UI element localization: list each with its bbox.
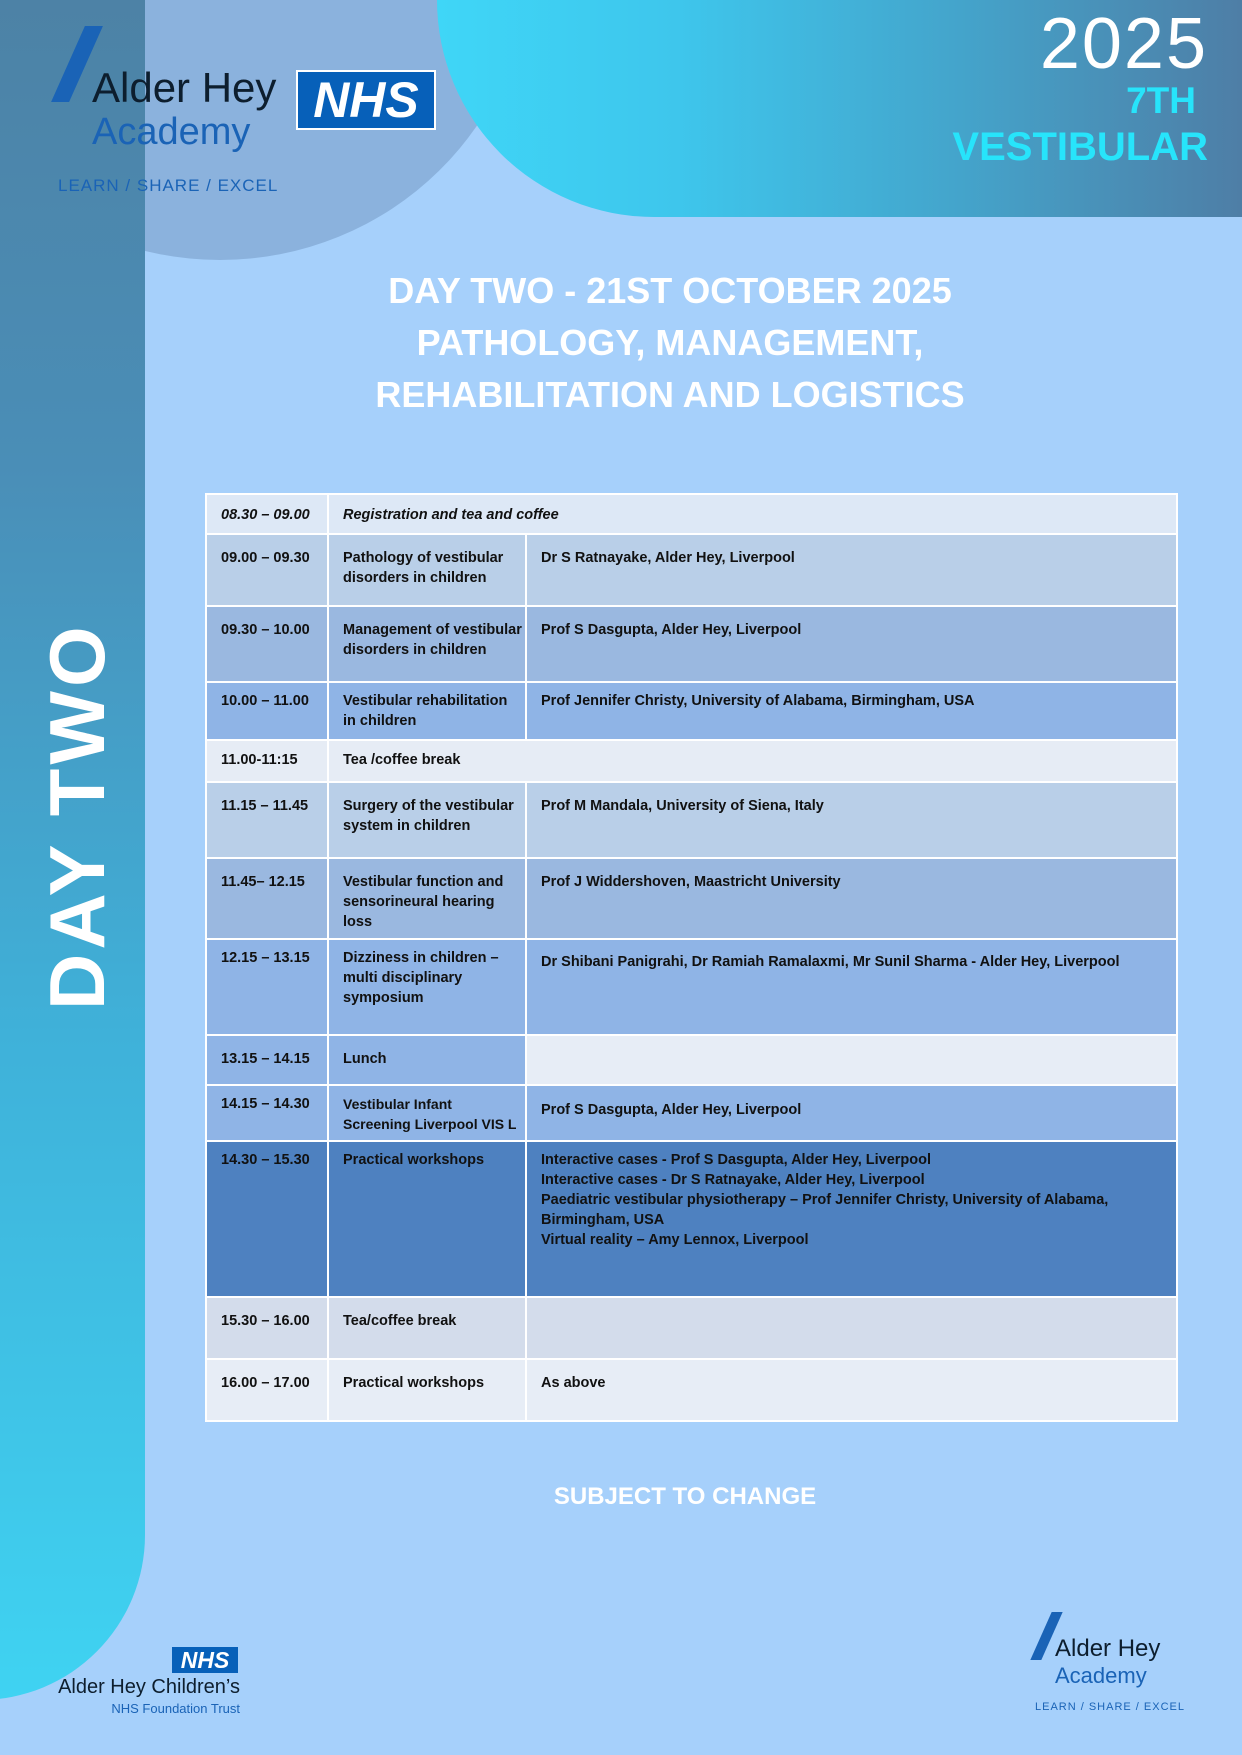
workshop-line: Interactive cases - Prof S Dasgupta, Alder Hey, Liverpool <box>541 1152 932 1168</box>
table-row <box>206 858 1177 939</box>
footer-trust-sub: NHS Foundation Trust <box>111 1701 240 1716</box>
table-row <box>206 1035 1177 1085</box>
table-row <box>206 1297 1177 1359</box>
logo-tagline: LEARN / SHARE / EXCEL <box>1035 1701 1185 1713</box>
session-cell: Management of vestibular disorders in children <box>328 606 526 682</box>
logo-text-academy: Academy <box>1055 1663 1147 1688</box>
time-cell: 15.30 – 16.00 <box>206 1297 328 1359</box>
time-cell: 11.45– 12.15 <box>206 858 328 939</box>
vertical-day-label: DAY TWO <box>33 622 121 1010</box>
session-cell: Vestibular rehabilitation in children <box>328 682 526 740</box>
workshop-line: Interactive cases - Dr S Ratnayake, Alder Hey, Liverpool <box>541 1172 925 1188</box>
page-title <box>300 265 1040 421</box>
logo-tagline: LEARN / SHARE / EXCEL <box>58 176 279 195</box>
speaker-cell <box>526 1035 1177 1085</box>
table-row <box>206 494 1177 534</box>
speaker-cell: Dr Shibani Panigrahi, Dr Ramiah Ramalaxmi, Mr Sunil Sharma - Alder Hey, Liverpool <box>526 939 1177 1035</box>
logo-text-alder-hey: Alder Hey <box>92 64 277 111</box>
table-row <box>206 1359 1177 1421</box>
time-cell: 12.15 – 13.15 <box>206 939 328 1035</box>
speaker-cell: Prof S Dasgupta, Alder Hey, Liverpool <box>526 606 1177 682</box>
speaker-cell: As above <box>526 1359 1177 1421</box>
speaker-cell: Prof Jennifer Christy, University of Alabama, Birmingham, USA <box>526 682 1177 740</box>
logo-text-alder-hey: Alder Hey <box>1055 1635 1161 1662</box>
table-row <box>206 939 1177 1035</box>
session-cell: Lunch <box>328 1035 526 1085</box>
schedule-table <box>205 493 1178 1422</box>
title-line-3: REHABILITATION AND LOGISTICS <box>375 374 965 415</box>
speaker-cell: Prof M Mandala, University of Siena, Italy <box>526 782 1177 858</box>
edition-name: VESTIBULAR <box>952 125 1208 169</box>
subject-to-change-notice: SUBJECT TO CHANGE <box>553 1483 817 1510</box>
footer-academy-logo <box>1033 1612 1193 1722</box>
workshop-line: Paediatric vestibular physiotherapy – Prof Jennifer Christy, University of Alabama, Birmingham, USA <box>541 1192 1109 1228</box>
footer-trust-name: Alder Hey Children’s <box>58 1676 240 1698</box>
edition-year: 2025 <box>1039 4 1208 84</box>
time-cell: 14.30 – 15.30 <box>206 1141 328 1297</box>
academy-logo <box>58 26 298 206</box>
speaker-cell <box>526 1141 1177 1297</box>
session-cell: Vestibular Infant Screening Liverpool VIS L <box>328 1085 526 1141</box>
table-row <box>206 1085 1177 1141</box>
title-line-2: PATHOLOGY, MANAGEMENT, <box>416 322 924 363</box>
speaker-cell: Dr S Ratnayake, Alder Hey, Liverpool <box>526 534 1177 606</box>
table-row <box>206 740 1177 782</box>
table-row <box>206 782 1177 858</box>
time-cell: 09.00 – 09.30 <box>206 534 328 606</box>
time-cell: 10.00 – 11.00 <box>206 682 328 740</box>
time-cell: 14.15 – 14.30 <box>206 1085 328 1141</box>
time-cell: 13.15 – 14.15 <box>206 1035 328 1085</box>
session-cell: Tea /coffee break <box>328 740 1177 782</box>
session-cell: Vestibular function and sensorineural hearing loss <box>328 858 526 939</box>
time-cell: 16.00 – 17.00 <box>206 1359 328 1421</box>
table-row <box>206 534 1177 606</box>
time-cell: 08.30 – 09.00 <box>206 494 328 534</box>
table-row <box>206 682 1177 740</box>
session-cell: Registration and tea and coffee <box>328 494 1177 534</box>
table-row <box>206 1141 1177 1297</box>
session-cell: Practical workshops <box>328 1141 526 1297</box>
workshop-line: Virtual reality – Amy Lennox, Liverpool <box>541 1232 809 1248</box>
time-cell: 11.00-11:15 <box>206 740 328 782</box>
session-cell: Tea/coffee break <box>328 1297 526 1359</box>
logo-text-academy: Academy <box>92 111 251 153</box>
footer-nhs-logo: NHS <box>172 1647 238 1673</box>
title-line-1: DAY TWO - 21ST OCTOBER 2025 <box>388 270 952 311</box>
speaker-cell: Prof J Widdershoven, Maastricht University <box>526 858 1177 939</box>
nhs-logo: NHS <box>296 70 436 130</box>
time-cell: 11.15 – 11.45 <box>206 782 328 858</box>
session-cell: Practical workshops <box>328 1359 526 1421</box>
session-cell: Pathology of vestibular disorders in children <box>328 534 526 606</box>
speaker-cell: Prof S Dasgupta, Alder Hey, Liverpool <box>526 1085 1177 1141</box>
time-cell: 09.30 – 10.00 <box>206 606 328 682</box>
speaker-cell <box>526 1297 1177 1359</box>
session-cell: Surgery of the vestibular system in children <box>328 782 526 858</box>
session-cell: Dizziness in children – multi disciplinary symposium <box>328 939 526 1035</box>
edition-ordinal: 7TH <box>1126 80 1196 121</box>
table-row <box>206 606 1177 682</box>
